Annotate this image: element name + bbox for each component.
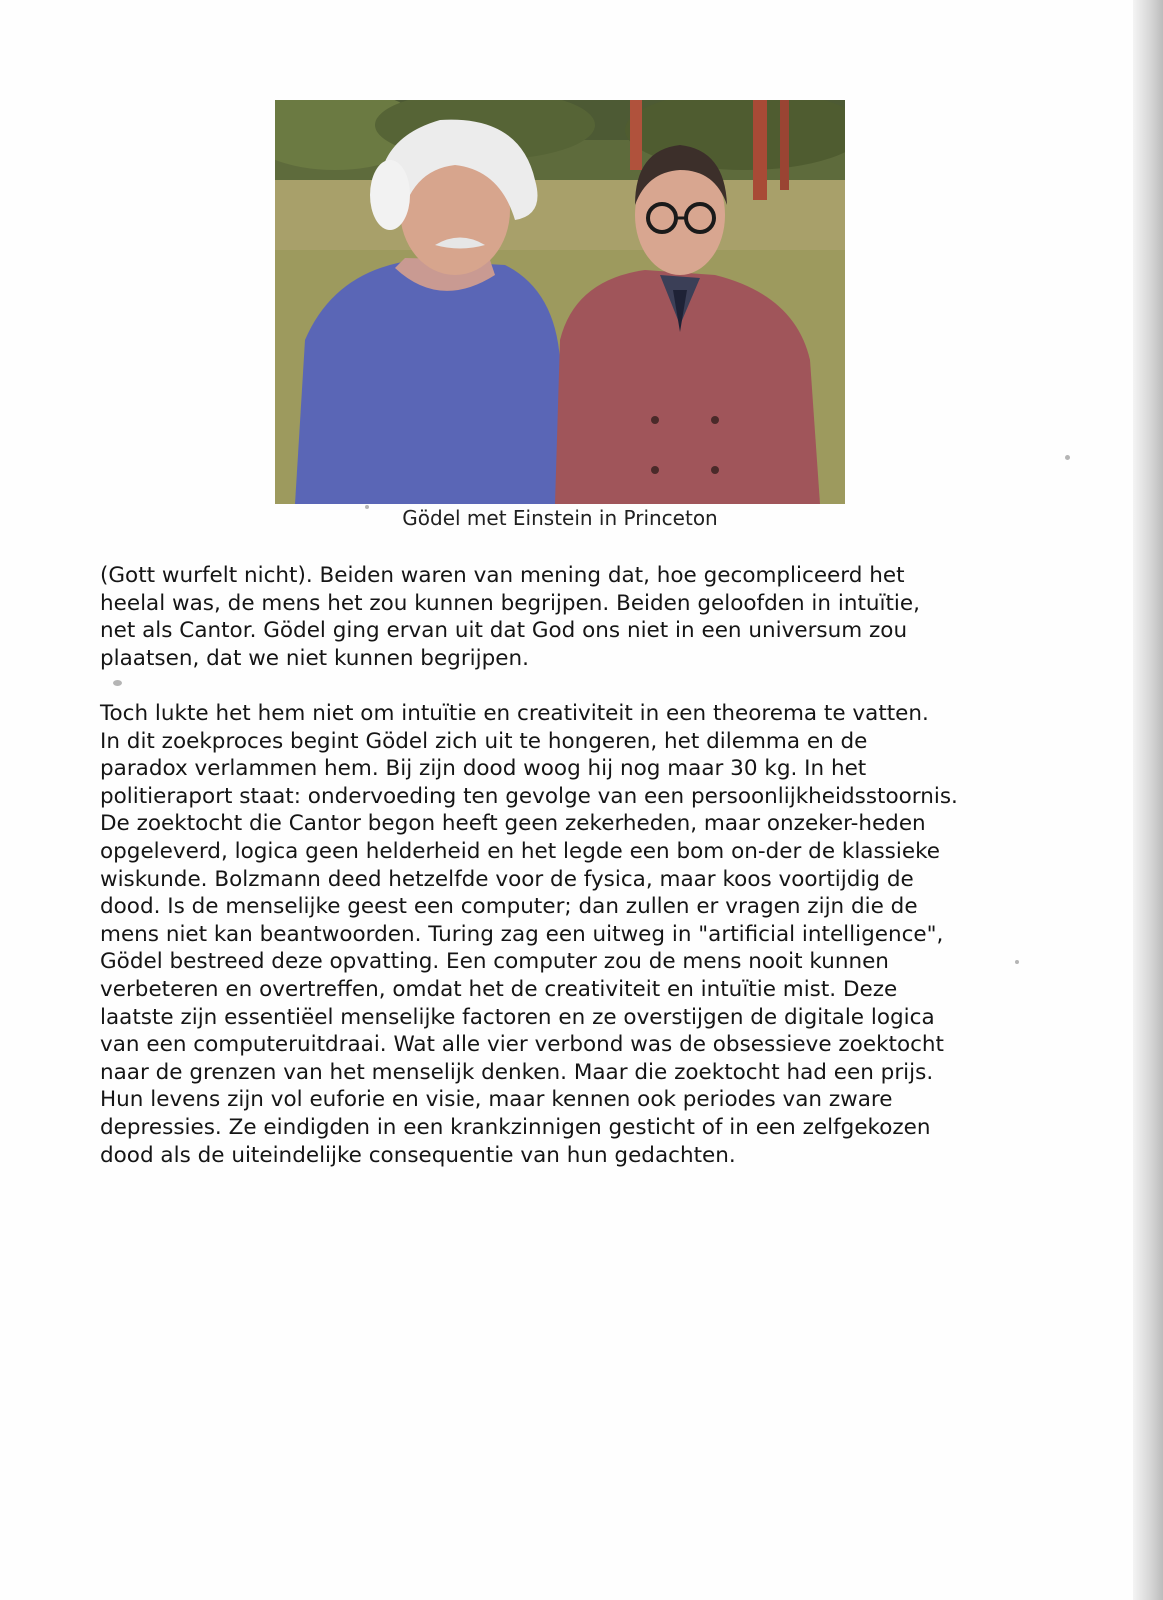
text-line: dood. Is de menselijke geest een computer; dan zullen er vragen zijn die de bbox=[100, 894, 918, 920]
text-line: heelal was, de mens het zou kunnen begrijpen. Beiden geloofden in intuïtie, bbox=[100, 590, 920, 616]
text-line: Hun levens zijn vol euforie en visie, maar kennen ook periodes van zware bbox=[100, 1087, 893, 1113]
text-line: plaatsen, dat we niet kunnen begrijpen. bbox=[100, 645, 529, 671]
text-line: mens niet kan beantwoorden. Turing zag een uitweg in "artificial intelligence", bbox=[100, 921, 944, 947]
text-line: opgeleverd, logica geen helderheid en het legde een bom on-der de klassieke bbox=[100, 838, 940, 864]
text-line: net als Cantor. Gödel ging ervan uit dat God ons niet in een universum zou bbox=[100, 618, 908, 644]
text-line: wiskunde. Bolzmann deed hetzelfde voor de fysica, maar koos voortijdig de bbox=[100, 866, 914, 892]
text-line: politieraport staat: ondervoeding ten gevolge van een persoonlijkheidsstoornis. bbox=[100, 783, 958, 809]
scan-speck bbox=[1065, 455, 1070, 460]
text-line: dood als de uiteindelijke consequentie van hun gedachten. bbox=[100, 1142, 736, 1168]
text-line: van een computeruitdraai. Wat alle vier verbond was de obsessieve zoektocht bbox=[100, 1032, 944, 1058]
text-line: Gödel bestreed deze opvatting. Een computer zou de mens nooit kunnen bbox=[100, 949, 889, 975]
scan-speck bbox=[113, 680, 122, 686]
text-line: (Gott wurfelt nicht). Beiden waren van mening dat, hoe gecompliceerd het bbox=[100, 563, 905, 588]
paragraph-2 bbox=[100, 700, 1040, 1169]
photo-illustration bbox=[275, 100, 845, 504]
photo-goedel-einstein bbox=[275, 100, 845, 504]
text-line: laatste zijn essentiëel menselijke factoren en ze overstijgen de digitale logica bbox=[100, 1004, 935, 1030]
text-line: Toch lukte het hem niet om intuïtie en creativiteit in een theorema te vatten. bbox=[100, 701, 929, 726]
scan-edge-shadow bbox=[1133, 0, 1163, 1600]
text-line: In dit zoekproces begint Gödel zich uit te hongeren, het dilemma en de bbox=[100, 728, 868, 754]
paragraph-1 bbox=[100, 562, 1040, 672]
text-line: depressies. Ze eindigden in een krankzinnigen gesticht of in een zelfgekozen bbox=[100, 1114, 931, 1140]
text-line: paradox verlammen hem. Bij zijn dood woog hij nog maar 30 kg. In het bbox=[100, 756, 867, 782]
text-line: naar de grenzen van het menselijk denken. Maar die zoektocht had een prijs. bbox=[100, 1059, 934, 1085]
text-line: De zoektocht die Cantor begon heeft geen zekerheden, maar onzeker-heden bbox=[100, 811, 926, 837]
text-line: verbeteren en overtreffen, omdat het de creativiteit en intuïtie mist. Deze bbox=[100, 976, 898, 1002]
photo-caption: Gödel met Einstein in Princeton bbox=[402, 506, 718, 530]
